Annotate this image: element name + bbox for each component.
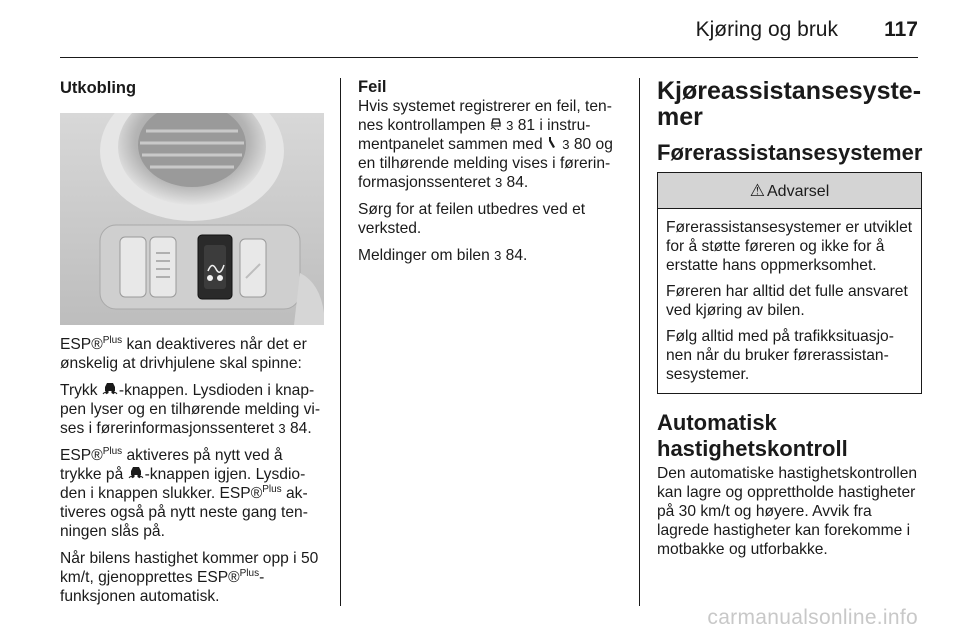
warning-paragraph: Føreren har alltid det fulle ansvaret ved kjøring av bilen.	[666, 283, 908, 319]
paragraph-press-button: Trykk -knappen. Lysdioden i knappen lyser og en tilhørende melding vises i førerinformasjonssenteret 3 84.	[60, 382, 321, 437]
reference-arrow-icon: 3	[562, 137, 570, 152]
heading-utkobling: Utkobling	[60, 79, 137, 97]
paragraph-messages: Meldinger om bilen 3 84.	[358, 247, 528, 264]
paragraph-speed-control: Den automatiske hastighetskontrollen kan lagre og opprettholde hastigheter på 30 km/t og høyere. Avvik fra lagrede hastigheter kan forekomme i motbakke og utforbakke.	[657, 465, 918, 558]
warning-body	[658, 209, 921, 393]
paragraph-esp-reactivate: ESP®$^{Plus}$ aktiveres på nytt ved å trykke på -knappen igjen. Lysdioden i knappen slukker. ESP®$^{Plus}$ aktiveres også på nytt neste gang tenningen slås på.	[60, 445, 308, 540]
paragraph-speed-restore: Når bilens hastighet kommer opp i 50 km/t, gjenopprettes ESP®$^{Plus}$-funksjonen automatisk.	[60, 550, 319, 605]
reference-arrow-icon: 3	[278, 421, 286, 436]
warning-paragraph: Førerassistansesystemer er utviklet for å støtte føreren og ikke for å erstatte hans oppmerksomhet.	[666, 219, 913, 274]
section-title: Kjøring og bruk	[695, 18, 838, 41]
esp-warning-lamp-icon	[490, 117, 502, 130]
column-divider-1	[340, 78, 341, 606]
page-number: 117	[884, 18, 918, 41]
header-rule	[60, 57, 918, 58]
watermark: carmanualsonline.info	[707, 606, 918, 629]
heading-kjoreassistansesystemer: Kjøreassistansesystemer	[657, 77, 922, 131]
reference-arrow-icon: 3	[494, 248, 502, 263]
paragraph-fault: Hvis systemet registrerer en feil, tennes kontrollampen 3 81 i instrumentpanelet sammen med 3 80 og en tilhørende melding vises i førerinformasjonssenteret 3 84.	[358, 98, 613, 191]
column-1	[60, 78, 324, 614]
reference-arrow-icon: 3	[494, 175, 503, 190]
esp-off-car-icon	[102, 381, 119, 395]
page-header	[0, 0, 960, 62]
heading-automatisk-hastighetskontroll: Automatisk hastighetskontroll	[657, 410, 848, 461]
column-3	[657, 78, 922, 567]
warning-header	[658, 173, 921, 209]
column-2	[358, 78, 624, 273]
wrench-icon	[547, 136, 558, 149]
paragraph-workshop: Sørg for at feilen utbedres ved et verksted.	[358, 201, 586, 237]
esp-off-car-icon	[128, 465, 145, 479]
warning-box	[657, 172, 922, 394]
heading-feil: Feil	[358, 78, 387, 96]
heading-forerassistansesystemer: Førerassistansesystemer	[657, 140, 923, 165]
paragraph-esp-deactivate: ESP®$^{Plus}$ kan deaktiveres når det er ønskelig at drivhjulene skal spinne:	[60, 334, 307, 372]
reference-arrow-icon: 3	[506, 118, 514, 133]
column-divider-2	[639, 78, 640, 606]
esp-switch-photo	[60, 113, 324, 325]
warning-paragraph: Følg alltid med på trafikksituasjonen når du bruker førerassistansesystemer.	[666, 328, 894, 383]
warning-triangle-icon: ⚠	[749, 181, 765, 200]
warning-title: Advarsel	[767, 183, 830, 200]
